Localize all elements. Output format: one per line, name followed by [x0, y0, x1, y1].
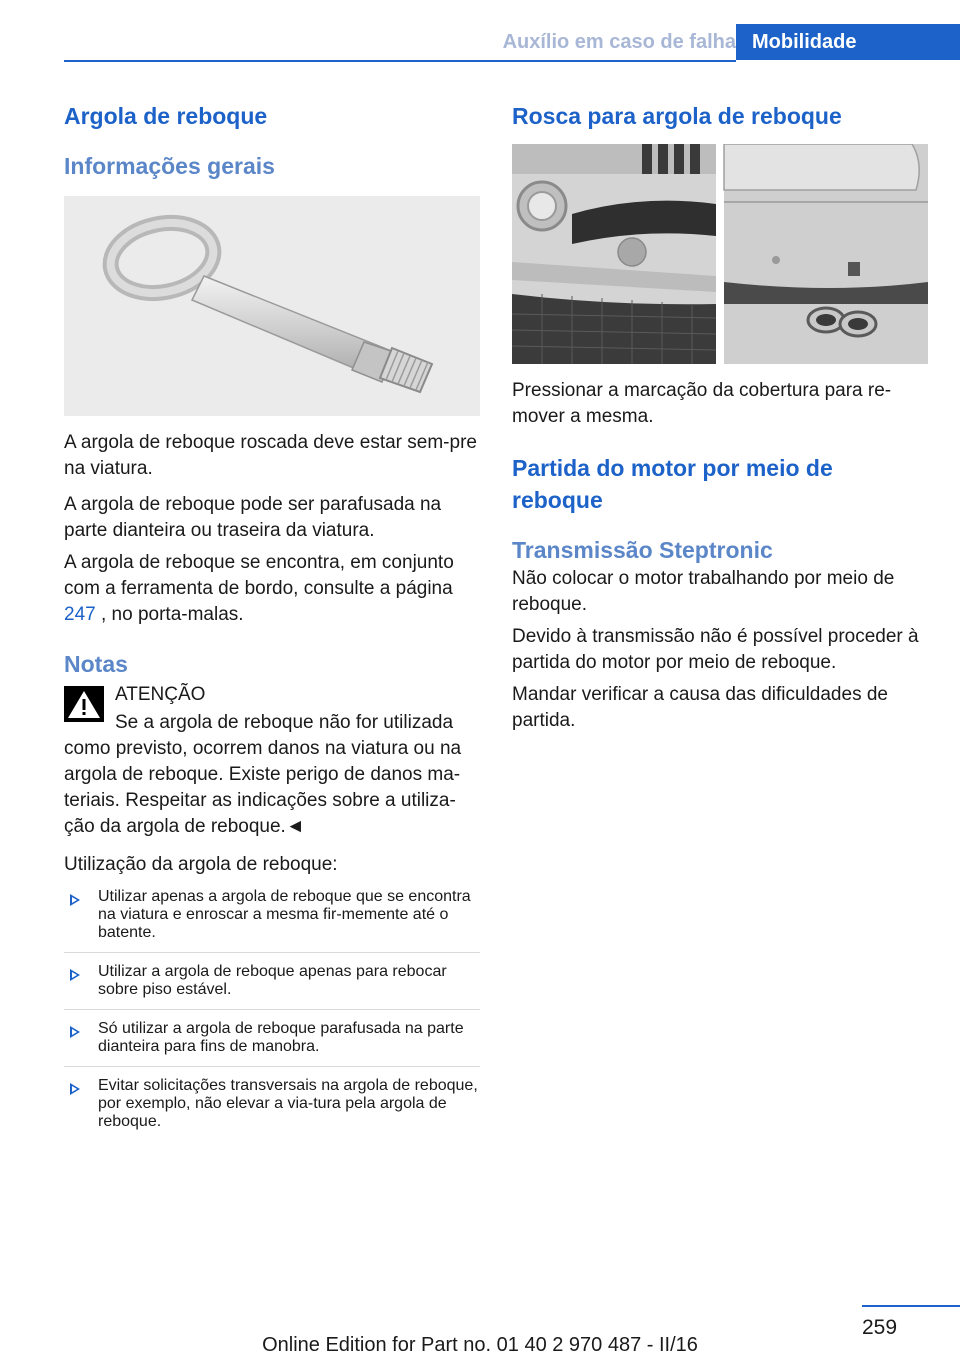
triangle-bullet-icon [70, 1083, 80, 1095]
warning-text: Se a argola de reboque não for utilizada [115, 712, 454, 733]
section-heading: Argola de reboque [64, 103, 268, 129]
list-item-text: Utilizar apenas a argola de reboque que se encontra na viatura e enroscar a mesma fir-memente até o batente. [98, 888, 471, 941]
warning-heading: ATENÇÃO [115, 684, 206, 705]
section-title: Auxílio em caso de falha [502, 31, 736, 53]
paragraph-text: A argola de reboque se encontra, em conjunto com a ferramenta de bordo, consulte a página [64, 552, 454, 599]
list-item-text: Utilizar a argola de reboque apenas para rebocar sobre piso estável. [98, 963, 447, 998]
warning-box [64, 682, 480, 840]
tow-hook-icon [64, 196, 480, 416]
page-number: 259 [862, 1316, 898, 1339]
paragraph-text: , no porta-malas. [100, 604, 244, 625]
page-header [0, 24, 960, 62]
paragraph: A argola de reboque roscada deve estar sem-pre na viatura. [64, 432, 477, 479]
bumper-cover-icon [512, 144, 928, 364]
triangle-bullet-icon [70, 969, 80, 981]
list-item [64, 884, 480, 952]
warning-triangle-icon [64, 686, 104, 722]
paragraph: Pressionar a marcação da cobertura para re-mover a mesma. [512, 380, 892, 427]
page-reference-link[interactable]: 247 [64, 604, 96, 625]
list-item [64, 1009, 480, 1066]
list-item [64, 952, 480, 1009]
list-item-text: Evitar solicitações transversais na argola de reboque, por exemplo, não elevar a via-tura pela argola de reboque. [98, 1077, 478, 1130]
edition-footer: Online Edition for Part no. 01 40 2 970 487 - II/16 [262, 1334, 698, 1356]
paragraph [64, 550, 480, 628]
chapter-tab[interactable]: Mobilidade [736, 24, 960, 60]
section-heading: Rosca para argola de reboque [512, 103, 842, 129]
usage-list [64, 884, 480, 1141]
tow-hook-illustration [64, 196, 480, 416]
paragraph: Mandar verificar a causa das dificuldades de partida. [512, 684, 888, 731]
warning-text: como previsto, ocorrem danos na viatura ou na argola de reboque. Existe perigo de danos ma-teriais. Respeitar as indicações sobre a utiliza-ção da argola de reboque.◄ [64, 738, 462, 837]
bumper-illustration [512, 144, 928, 364]
triangle-bullet-icon [70, 1026, 80, 1038]
subsection-heading: Transmissão Steptronic [512, 537, 773, 563]
left-column [64, 100, 480, 1141]
triangle-bullet-icon [70, 894, 80, 906]
list-item-text: Só utilizar a argola de reboque parafusada na parte dianteira para fins de manobra. [98, 1020, 464, 1055]
paragraph: A argola de reboque pode ser parafusada na parte dianteira ou traseira da viatura. [64, 494, 442, 541]
subsection-heading: Informações gerais [64, 153, 275, 179]
right-column [512, 100, 928, 734]
paragraph: Devido à transmissão não é possível proceder à partida do motor por meio de reboque. [512, 626, 919, 673]
list-item [64, 1066, 480, 1141]
page-number-rule [862, 1305, 960, 1307]
section-heading: Partida do motor por meio de reboque [512, 455, 833, 513]
notes-heading: Notas [64, 651, 128, 677]
usage-intro: Utilização da argola de reboque: [64, 854, 338, 875]
paragraph: Não colocar o motor trabalhando por meio de reboque. [512, 568, 895, 615]
header-rule [64, 60, 736, 62]
